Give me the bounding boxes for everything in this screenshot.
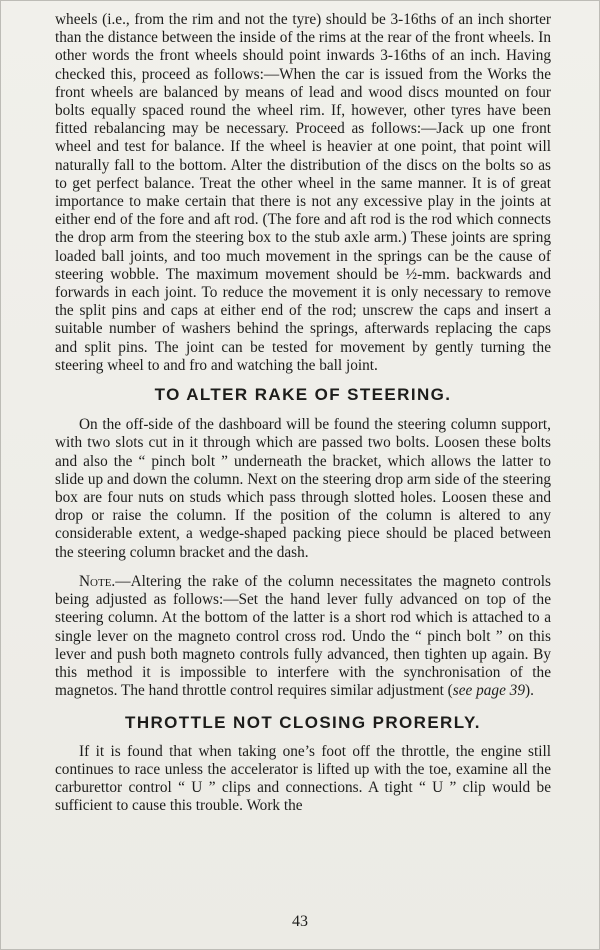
- paragraph-alter-rake: On the off-side of the dashboard will be found the steering column support, with two slots cut in it through which are passed two bolts. Loosen these bolts and also the “ pinch bolt ” underneath the bracket, which allows the latter to slide up and down the column. Next on the steering drop arm side of the steering box are four nuts on studs which pass through slotted holes. Loosen these and drop or raise the column. If the position of the column is altered to any considerable extent, a wedge-shaped packing piece should be placed between the steering column bracket and the dash.: [55, 416, 551, 561]
- note-label: Note.: [79, 572, 116, 590]
- note-page-reference: see page 39: [452, 682, 525, 700]
- note-text: —Altering the rake of the column necessitates the magneto controls being adjusted as follows:—Set the hand lever fully advanced on top of the steering column. At the bottom of the latter is a short rod which is attached to a single lever on the magneto control cross rod. Undo the “ pinch bolt ” on this lever and push both magneto controls fully advanced, then tighten up again. By this method it is impossible to interfere with the synchronisation of the magnetos. The hand throttle control requires similar adjustment (: [55, 572, 551, 700]
- page-number: 43: [292, 913, 308, 930]
- paragraph-note: [55, 573, 551, 700]
- body-text: [55, 11, 551, 815]
- note-tail: ).: [524, 682, 534, 700]
- heading-throttle: THROTTLE NOT CLOSING PRORERLY.: [125, 713, 481, 733]
- paragraph-front-wheel-balance: wheels (i.e., from the rim and not the tyre) should be 3-16ths of an inch shorter than the distance between the inside of the rims at the rear of the front wheels. In other words the front wheels should point inwards 3-16ths of an inch. Having checked this, proceed as follows:—When the car is issued from the Works the front wheels are balanced by means of lead and wood discs mounted on four bolts equally spaced round the wheel rim. If, however, other tyres have been fitted rebalancing may be necessary. Proceed as follows:—Jack up one front wheel and test for balance. If the wheel is heavier at one point, that point will naturally fall to the bottom. Alter the distribution of the discs on the bolts so as to get perfect balance. Treat the other wheel in the same manner. It is of great importance to make certain that there is not any excessive play in the joints at either end of the fore and aft rod. (The fore and aft rod is the rod which connects the drop arm from the steering box to the stub axle arm.) These joints are spring loaded ball joints, and too much movement in the springs can be the cause of steering wobble. The maximum movement should be ½-mm. backwards and forwards in each joint. To reduce the movement it is only necessary to remove the split pins and caps at either end of the rod; unscrew the caps and insert a suitable number of washers behind the springs, afterwards replacing the caps and split pins. The joint can be tested for movement by gently turning the steering wheel to and fro and watching the ball joint.: [55, 11, 551, 374]
- heading-alter-rake: TO ALTER RAKE OF STEERING.: [154, 385, 452, 405]
- paragraph-throttle: If it is found that when taking one’s foot off the throttle, the engine still continues to race unless the accelerator is lifted up with the toe, examine all the carburettor control “ U ” clips and connections. A tight “ U ” clip would be sufficient to cause this trouble. Work the: [55, 742, 551, 815]
